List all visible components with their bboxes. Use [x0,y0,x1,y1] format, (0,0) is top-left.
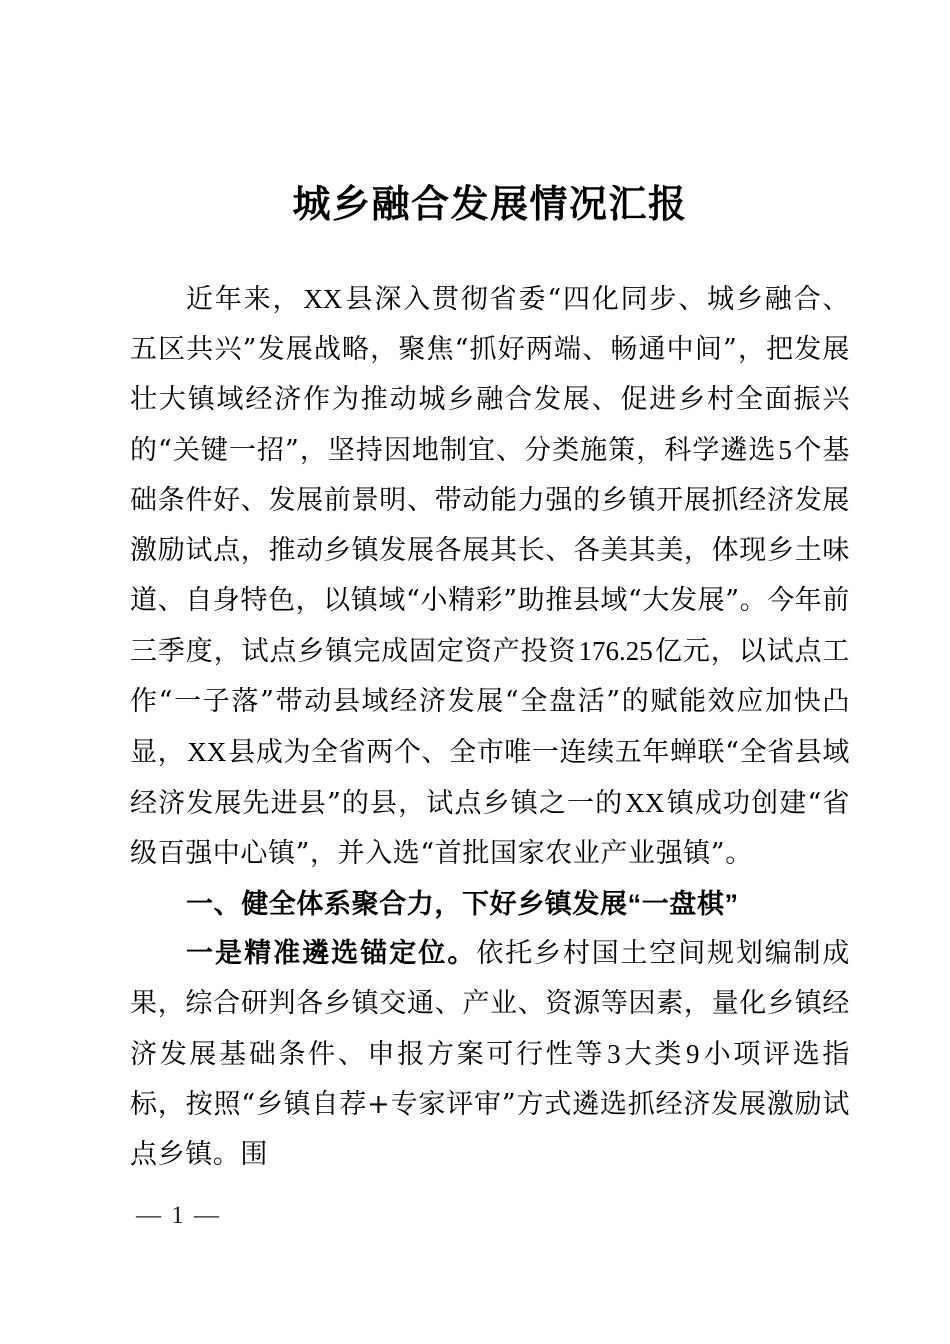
paragraph-intro: 近年来，XX县深入贯彻省委“四化同步、城乡融合、五区共兴”发展战略，聚焦“抓好两端、畅通中间”，把发展壮大镇域经济作为推动城乡融合发展、促进乡村全面振兴的“关键一招”，坚持因地制宜、分类施策，科学遴选5个基础条件好、发展前景明、带动能力强的乡镇开展抓经济发展激励试点，推动乡镇发展各展其长、各美其美，体现乡土味道、自身特色，以镇域“小精彩”助推县域“大发展”。今年前三季度，试点乡镇完成固定资产投资176.25亿元，以试点工作“一子落”带动县域经济发展“全盘活”的赋能效应加快凸显，XX县成为全省两个、全市唯一连续五年蝉联“全省县域经济发展先进县”的县，试点乡镇之一的XX镇成功创建“省级百强中心镇”，并入选“首批国家农业产业强镇”。 [130,284,851,869]
inline-figure: XX [625,788,665,818]
inline-figure: 3 [607,1039,621,1069]
section-heading-1: 一、健全体系聚合力，下好乡镇发展“一盘棋” [186,889,739,919]
page-footer [130,1196,850,1236]
inline-figure: XX [303,284,343,314]
paragraph-lead: 一是精准遴选锚定位。 [186,938,477,969]
paragraph-section-1-point-1: 一是精准遴选锚定位。依托乡村国土空间规划编制成果，综合研判各乡镇交通、产业、资源等因素，量化乡镇经济发展基础条件、申报方案可行性等3大类9小项评选指标，按照“乡镇自荐+专家评审”方式遴选抓经济发展激励试点乡镇。围 [130,938,851,1170]
inline-figure: XX [187,737,227,767]
page-number: — 1 — [136,1202,221,1229]
inline-figure: 5 [778,435,792,465]
page-title: 城乡融合发展情况汇报 [292,184,688,226]
inline-figure: 176.25 [578,636,653,666]
document-body [130,176,850,1180]
inline-figure: 9 [686,1039,700,1069]
